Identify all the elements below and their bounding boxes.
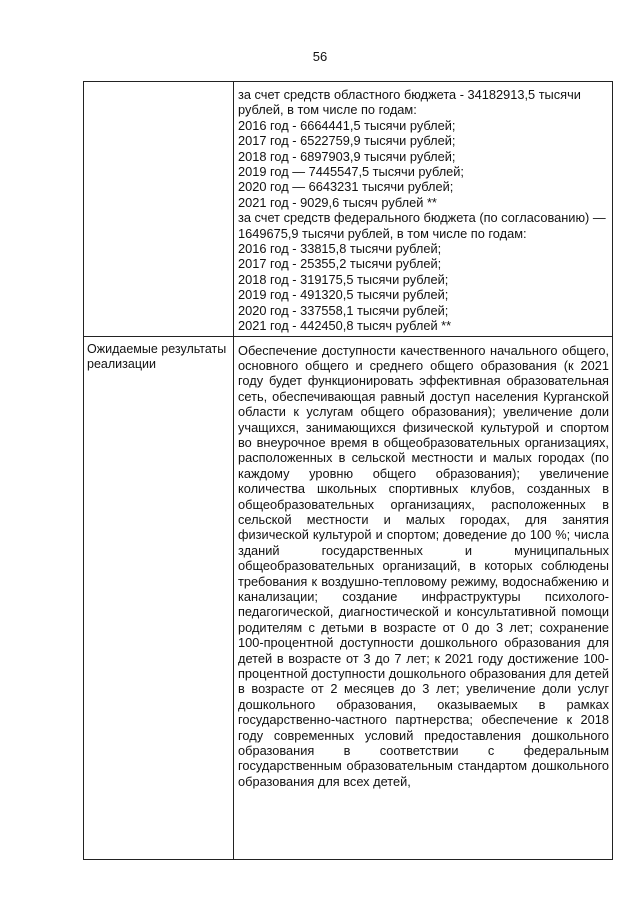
funding-line: 2021 год - 9029,6 тысяч рублей ** xyxy=(238,194,437,210)
funding-line: рублей, в том числе по годам: xyxy=(238,102,417,118)
funding-cell xyxy=(234,82,613,337)
page-number: 56 xyxy=(312,49,328,64)
funding-row xyxy=(84,82,613,337)
funding-line: за счет средств федерального бюджета (по согласованию) — xyxy=(238,210,606,226)
funding-line: 2017 год - 25355,2 тысячи рублей; xyxy=(238,256,442,272)
funding-line: 1649675,9 тысячи рублей, в том числе по годам: xyxy=(238,225,527,241)
funding-line: 2019 год - 491320,5 тысячи рублей; xyxy=(238,287,449,303)
funding-line: 2020 год — 6643231 тысячи рублей; xyxy=(238,179,454,195)
funding-line: 2017 год - 6522759,9 тысячи рублей; xyxy=(238,133,456,149)
results-label: Ожидаемые результаты реализации xyxy=(84,336,234,859)
funding-line: за счет средств областного бюджета - 34182913,5 тысячи xyxy=(238,87,581,102)
funding-text xyxy=(234,82,612,336)
funding-line: 2021 год - 442450,8 тысяч рублей ** xyxy=(238,318,452,334)
funding-line: 2018 год - 6897903,9 тысячи рублей; xyxy=(238,148,456,164)
funding-line: 2018 год - 319175,5 тысячи рублей; xyxy=(238,271,449,287)
results-cell xyxy=(234,336,613,859)
funding-label-cell xyxy=(84,82,234,337)
funding-line: 2016 год - 33815,8 тысячи рублей; xyxy=(238,241,442,257)
results-row xyxy=(84,336,613,859)
funding-line: 2016 год - 6664441,5 тысячи рублей; xyxy=(238,117,456,133)
funding-line: 2020 год - 337558,1 тысячи рублей; xyxy=(238,302,449,318)
results-text: Обеспечение доступности качественного начального общего, основного общего и среднего общего образования (к 2021 году будет функционировать эффективная образовательная сеть, обеспечивающая равный доступ населения Курганской области к услугам общего образования); увеличение доли учащихся, занимающихся физической культурой и спортом во внеурочное время в общеобразовательных организациях, расположенных в сельской местности и малых городах (по каждому уровню общего образования); увеличение количества школьных спортивных клубов, созданных в общеобразовательных организациях, расположенных в сельской местности и малых городах, для занятия физической культурой и спортом; доведение до 100 %; числа зданий государственных и муниципальных общеобразовательных организаций, в которых соблюдены требования к воздушно-тепловому режиму, водоснабжению и канализации; создание инфраструктуры психолого-педагогической, диагностической и консультативной помощи родителям с детьми в возрасте от 0 до 3 лет; сохранение 100-процентной доступности дошкольного образования для детей в возрасте от 3 до 7 лет; к 2021 году достижение 100-процентной доступности дошкольного образования для детей в возрасте от 2 месяцев до 3 лет; увеличение доли услуг дошкольного образования, оказываемых в рамках государственно-частного партнерства; обеспечение к 2018 году современных условий предоставления дошкольного образования в соответствии с федеральным государственным образовательным стандартом дошкольного образования для всех детей, xyxy=(238,342,609,789)
passport-table xyxy=(83,81,613,860)
funding-line: 2019 год — 7445547,5 тысячи рублей; xyxy=(238,164,464,180)
